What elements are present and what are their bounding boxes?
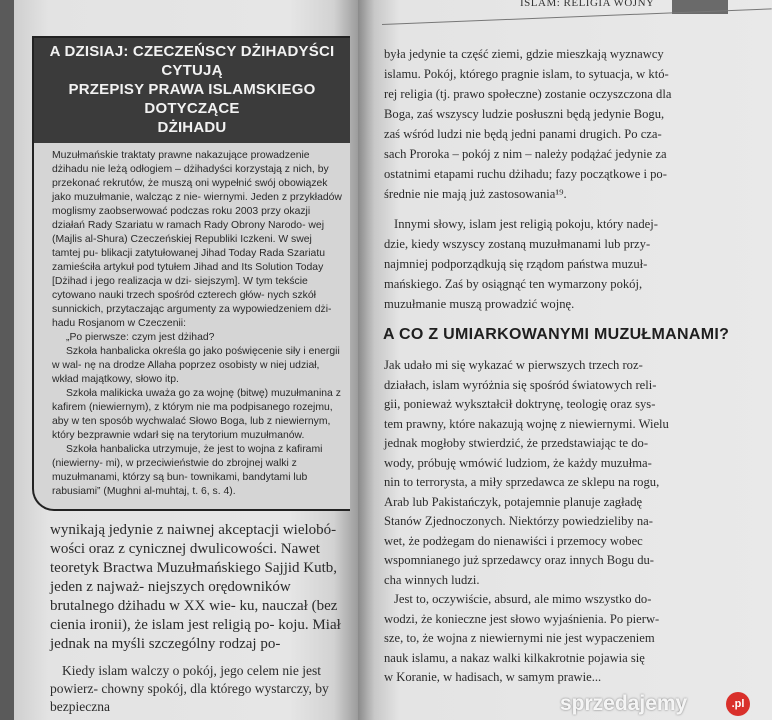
left-column xyxy=(32,36,350,716)
text-line: wynikają jedynie z naiwnej akceptacji wielobó- xyxy=(50,522,337,538)
text-line: najmniej podporządkują się rządom państwa muzuł- xyxy=(384,257,648,271)
text-line: cha winnych ludzi. xyxy=(384,572,480,587)
right-paragraph-3 xyxy=(384,356,764,688)
text-line: terytorium muzułmanów. xyxy=(191,430,305,441)
sidebar-box-title-line: DŻIHADU xyxy=(157,119,227,136)
text-line: wiernymi. Jeden z przykładów moglismy zaobserwować podczas roku xyxy=(52,192,342,217)
sidebar-box-title-line: A DZISIAJ: CZECZEŃSCY DŻIHADYŚCI CYTUJĄ xyxy=(49,43,335,79)
text-line: „Po pierwsze: czym jest dżihad? xyxy=(66,332,215,343)
watermark-badge: .pl xyxy=(726,692,750,716)
text-line: sach Proroka – pokój z nim – należy podążać jedynie za xyxy=(384,147,667,161)
text-line: nin to terrorysta, a miły sprzedawca ze sklepu na rogu, xyxy=(384,475,660,489)
sidebar-paragraph xyxy=(52,345,342,387)
text-line: Szkoła malikicka uważa go za wojnę (bitwę) muzułmanina z kafirem xyxy=(52,388,341,413)
text-line: działach, islam wyróżnia się spośród światowych reli- xyxy=(384,377,657,392)
text-line: nę na drodze Allaha poprzez osobisty w niej udział, wkład majątkowy, xyxy=(52,360,320,385)
sidebar-box xyxy=(32,36,350,511)
text-line: ku, nauczał (bez cienia ironii), że islam jest religią po- xyxy=(50,598,338,633)
text-line: nych szkół sunnickich, przytaczając argumenty za wypowiedzeniem dżi- xyxy=(52,290,332,315)
text-line: Szkoła hanbalicka utrzymuje, że jest to wojna z kafirami (niewierny- xyxy=(52,444,323,469)
text-line: chowny spokój, dla którego wystarczy, by bezpieczna xyxy=(50,681,329,714)
left-page-text xyxy=(50,521,350,716)
text-line: niejszych orędowników brutalnego dżihadu w XX wie- xyxy=(50,579,291,614)
text-line: ostatnimi etapami ruchu dżihadu; fazy początkowe i po- xyxy=(384,167,667,181)
text-line: Jest to, oczywiście, absurd, ale mimo wszystko do- xyxy=(394,592,652,606)
text-line: Innymi słowy, islam jest religią pokoju, który nadej- xyxy=(394,217,658,231)
text-line: rej religia (tj. prawo społeczne) zostanie oczyszczona dla xyxy=(384,87,672,101)
text-line: blikacji zatytułowanej Jihad Today Rada Szariatu zamieściła artykuł pod xyxy=(52,248,326,273)
text-line: wody, próbuję wmówić ludziom, że każdy muzułma- xyxy=(384,455,652,470)
text-line: wej (Majlis al-Shura) Czeczeńskiej Republiki Iczkeni. W swej tamtej pu- xyxy=(52,220,325,259)
text-line: hadu Rosjanom w Czeczenii: xyxy=(52,318,186,329)
sidebar-box-title-line: PRZEPISY PRAWA ISLAMSKIEGO DOTYCZĄCE xyxy=(68,81,316,117)
watermark: sprzedajemy xyxy=(560,692,688,715)
right-paragraph-2 xyxy=(384,214,764,314)
text-line: Muzułmańskie traktaty prawne nakazujące prowadzenie dżihadu nie xyxy=(52,150,310,175)
text-line: nauk islamu, a nakaz walki kilkakrotnie pojawia się xyxy=(384,650,645,665)
text-line: Stanów Zjednoczonych. Niektórzy powiedzieliby na- xyxy=(384,514,653,528)
text-line: gii, ponieważ wykształcił doktrynę, teologię oraz sys- xyxy=(384,397,656,411)
text-line: sze, to, że wojna z niewiernymi nie jest wypaczeniem xyxy=(384,631,655,645)
text-line: wodzi, że konieczne jest słowo wyjaśnienia. Po pierw- xyxy=(384,611,660,626)
text-line: leżą odłogiem – dżihadyści korzystają z nich, by przekonać rekrutów, że xyxy=(52,164,329,189)
running-head: ISLAM: RELIGIA WOJNY xyxy=(520,0,655,9)
sidebar-paragraph xyxy=(52,331,342,345)
text-line: (niewiernym), z którym nie ma podpisanego rozejmu, aby w ten sposób xyxy=(52,402,333,427)
sidebar-box-body xyxy=(34,143,350,499)
text-line: wspomnianego już sprzedawcy oraz innych Bogu du- xyxy=(384,553,654,567)
text-line: była jedynie ta część ziemi, gdzie mieszkają wyznawcy xyxy=(384,47,664,61)
text-line: townikami, bandytami lub rabusiami” (Mughni al-muhtaj, t. 6, s. 4). xyxy=(52,472,308,497)
text-line: zaś wśród ludzi nie będą jedni panami drugich. Po cza- xyxy=(384,127,662,141)
text-line: Arab lub Pakistańczyk, potajemnie planuje zagładę xyxy=(384,494,643,509)
text-line: wet, że podżegam do nienawiści i przemocy wobec xyxy=(384,533,643,548)
text-line: dzie, kiedy wszyscy zostaną muzułmanami lub przy- xyxy=(384,237,651,251)
text-line: wości oraz z cynicznej dwulicowości. Nawet teoretyk xyxy=(50,541,320,576)
text-line: Jak udało mi się wykazać w pierwszych trzech roz- xyxy=(384,358,643,372)
sidebar-paragraph xyxy=(52,387,342,443)
left-paragraph xyxy=(50,521,350,654)
text-line: mańskiego. Zaś by osiągnąć ten wymarzony pokój, xyxy=(384,277,643,291)
text-line: średnie nie mają już zastosowania¹⁹. xyxy=(384,187,567,201)
sidebar-box-title xyxy=(34,38,350,143)
right-paragraph-1 xyxy=(384,44,764,204)
text-line: muszą oni wypełnić swój obowiązek jako muzułmanie, walcząc z nie- xyxy=(52,178,328,203)
sidebar-paragraph xyxy=(52,149,342,331)
text-line: Bractwa Muzułmańskiego Sajjid Kutb, jeden z najważ- xyxy=(50,560,338,595)
left-paragraph xyxy=(50,662,350,716)
text-line: 2003 przy okazji działań Rady Szariatu w ramach Rady Obrony Narodo- xyxy=(52,206,311,231)
section-heading: A CO Z UMIARKOWANYMI MUZUŁMANAMI? xyxy=(383,326,730,343)
text-line: mi), w przeciwieństwie do zbrojnej walki z muzułmanami, którzy są bun- xyxy=(52,458,297,483)
text-line: Boga, zaś wszyscy ludzie posłuszni będą jedynie Bogu, xyxy=(384,107,665,121)
text-line: jednak mogłoby stwierdzić, że przedstawiając te do- xyxy=(384,436,649,450)
text-line: tem prawny, które nakazują wojnę z niewiernymi. Wielu xyxy=(384,416,669,431)
text-line: tytułem Jihad and Its Solution Today [Dżihad i jego realizacja w dzi- xyxy=(52,262,324,287)
text-line: muzułmanie muszą prowadzić wojnę. xyxy=(384,297,575,311)
text-line: Szkoła hanbalicka określa go jako poświęcenie siły i energii w wal- xyxy=(52,346,340,371)
text-line: wychwalać Słowo Boga, lub z niewiernym, który bezprawnie wdarł się na xyxy=(52,416,331,441)
text-line: w Koranie, w hadisach, w samym prawie... xyxy=(384,670,602,684)
text-line: Kiedy islam walczy o pokój, jego celem nie jest powierz- xyxy=(50,663,322,696)
text-line: koju. Miał jednak na myśli szczególny rodzaj po- xyxy=(50,617,341,652)
sidebar-paragraph xyxy=(52,443,342,499)
text-line: słowo itp. xyxy=(135,374,179,385)
text-line: siejszym]. W tym tekście cytowano nauki trzech spośród czterech głów- xyxy=(52,276,308,301)
text-line: islamu. Pokój, którego pragnie islam, to sytuacja, w któ- xyxy=(384,67,669,81)
